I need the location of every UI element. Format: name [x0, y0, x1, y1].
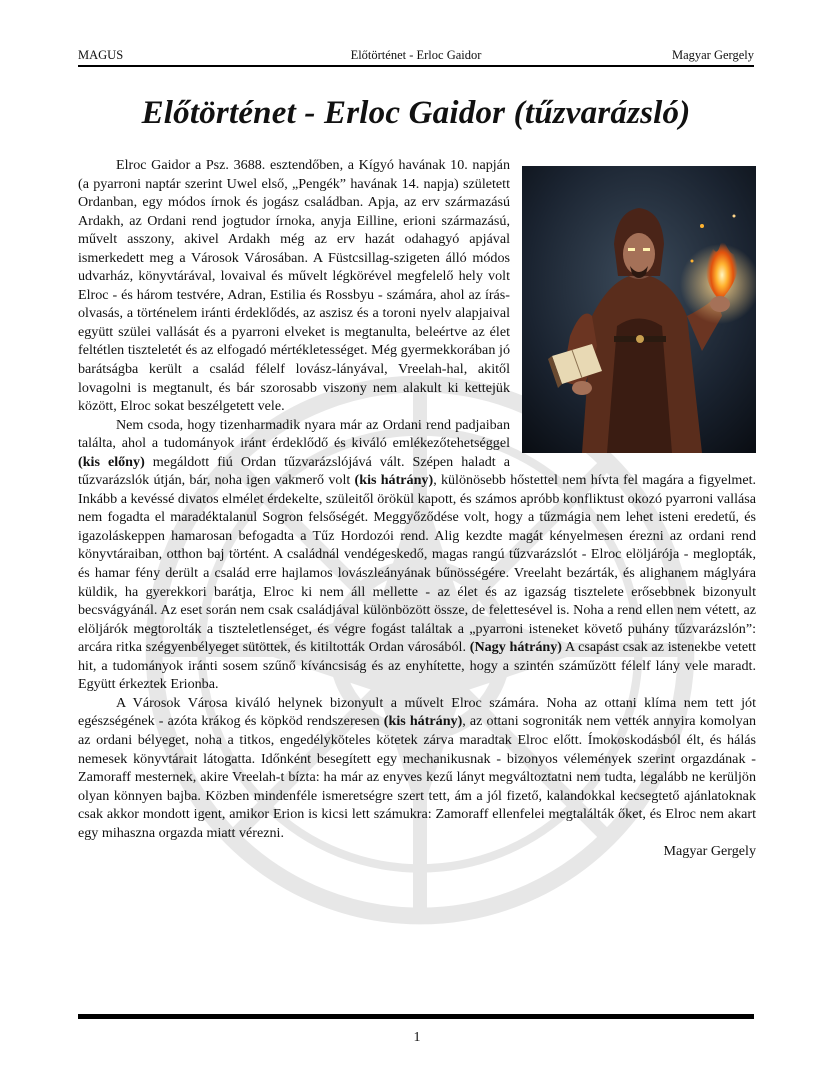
page-header — [78, 46, 754, 64]
paragraph-1: Elroc Gaidor a Psz. 3688. esztendőben, a Kígyó havának 10. napján (a pyarroni naptár szerint Uwel első, „Pengék” havának 14. napja) született Ordanban, egy módos írnok és jogász családban. Apja, az erv származású Ardakh, az Ordani rend jogtudor írnoka, anyja Eilline, erioni származású, művelt asszony, akivel Ardakh még az erv hazát odahagyó apjával ismerkedett meg a Városok Városában. A Füstcsillag-szigeten álló módos udvarház, könyvtárával, lovaival és művelt légkörével megfelelő hely volt Elroc - és három testvére, Adran, Estilia és Rossbyu - számára, ahol az írás-olvasás, a történelem iránti érdeklődés, az aszisz és a toroni nyelv alapjaival együtt szülei vallását és a pyarroni elveket is megtanulta, beleértve az élet feltétlen tiszteletét és az elfogadó mértékletességet. Még gyermekkorában jó barátságba került a család félelf lovász-lányával, Vreelah-hal, akitől lovagolni is megtanult, és bár szorosabb viszony nem alakult ki kettejük között, Elroc sokat beszélgetett vele. — [78, 157, 510, 415]
trait-kis-hatrany: (kis hátrány) — [354, 472, 434, 489]
footer-rule — [78, 1014, 754, 1019]
paragraph-2-text: Nem csoda, hogy tizenharmadik nyara már az Ordani rend padjaiban találta, ahol a tudományok iránt érdeklődő és kiváló emlékezőtehetséggel — [78, 416, 510, 452]
trait-nagy-hatrany: (Nagy hátrány) — [469, 639, 562, 656]
header-rule — [78, 65, 754, 67]
paragraph-2-text: megáldott fiú Ordan tűzvarázslójává vált. Szépen haladt a tűzvarázslók útján, bár, noha igen vakmerő volt — [78, 453, 510, 489]
paragraph-3-text: A Városok Városa kiváló helynek bizonyult a művelt Elroc számára. Noha az ottani klíma nem tett jót egészségének - azóta krákog és köpköd rendszeresen — [78, 694, 756, 730]
signature: Magyar Gergely — [663, 843, 756, 860]
trait-kis-elony: (kis előny) — [78, 453, 145, 470]
document-body — [78, 156, 756, 861]
paragraph-2 — [78, 416, 756, 694]
header-left: MAGUS — [78, 47, 124, 62]
page-number: 1 — [413, 1030, 421, 1045]
paragraph-2-text: A csapást csak az istenekbe vetett hit, a tudományok iránti sosem szűnő kíváncsiság és az enyhítette, hogy a szintén száműzött félelf lány vele maradt. Együtt érkeztek Erionba. — [78, 639, 757, 693]
paragraph-3-text: , az ottani sogroniták nem vették annyira komolyan az ordani bélyeget, noha a titkos, engedélyköteles kötetek zárva maradtak Elroc előtt. Ímokoskodásból élt, és hálás nemesek könyvtárait látogatta. Időnként besegített egy mechanikusnak - bizonyos vélemények szerint orgazdának - Zamoraff mesternek, akire Vreelah-t bízta: ha már az enyves kezű lányt megváltoztatni nem tudta, legalább ne kerüljön olyan könnyen bajba. Közben mindenféle ismeretségre szert tett, ám a jól fizető, kalandokkal kecsegtető ajánlatoknak csak akkor mondott igent, amikor Erion is kicsi lett számukra: Zamoraff ellenfelei megtalálták őket, és Elroc nem akart egy mihaszna orgazda miatt vérezni. — [78, 713, 756, 841]
fire-mage-portrait — [522, 166, 756, 453]
paragraph-3 — [78, 694, 756, 842]
paragraph-2-text: , különösebb hőstettel nem hívta fel magára a figyelmet. Inkább a kevéssé divatos elmélet érdekelte, szüleitől örökül kapott, és számos apróbb konfliktust okozó pyarroni vallása nem fogadta el maradéktalanul Sogron felsőségét. Meggyőződése volt, hogy a tűzmágia nem lehet isteni eredetű, és igazoláskeppen hamarosan befogadta a Tűz Hordozói rend. Alig kezdte magát kényelmesen érezni az ordani rend könyvtáraiban, otthon baj történt. A családnál vendégeskedő, magas rangú tűzvarázslót - Elroc elöljárója - meglopták, és hamar fény derült a család erre hajlamos lovászleányának bűnösségére. Vreelaht bezárták, és alighanem máglyára küldik, ha gyerekkori barátja, Elroc ki nem áll mellette - az élet és az igazság tisztelete erősebbnek bizonyult becsvágyánál. Az eset során nem csak családjával különbözött össze, de felettesével is. Noha a rend ellen nem vétett, az elöljárók megtorolták a tiszteletlenséget, és végre fogást találtak a „pyarroni isteneket követő puhány tűzvarázslón”: arcára ritka szégyenbélyeget sütöttek, és kitiltották Ordan városából. — [78, 472, 757, 656]
document-title: Előtörténet - Erloc Gaidor (tűzvarázsló) — [141, 95, 691, 131]
trait-kis-hatrany: (kis hátrány) — [383, 713, 463, 730]
header-right: Magyar Gergely — [671, 47, 754, 62]
header-center: Előtörténet - Erloc Gaidor — [350, 47, 482, 62]
